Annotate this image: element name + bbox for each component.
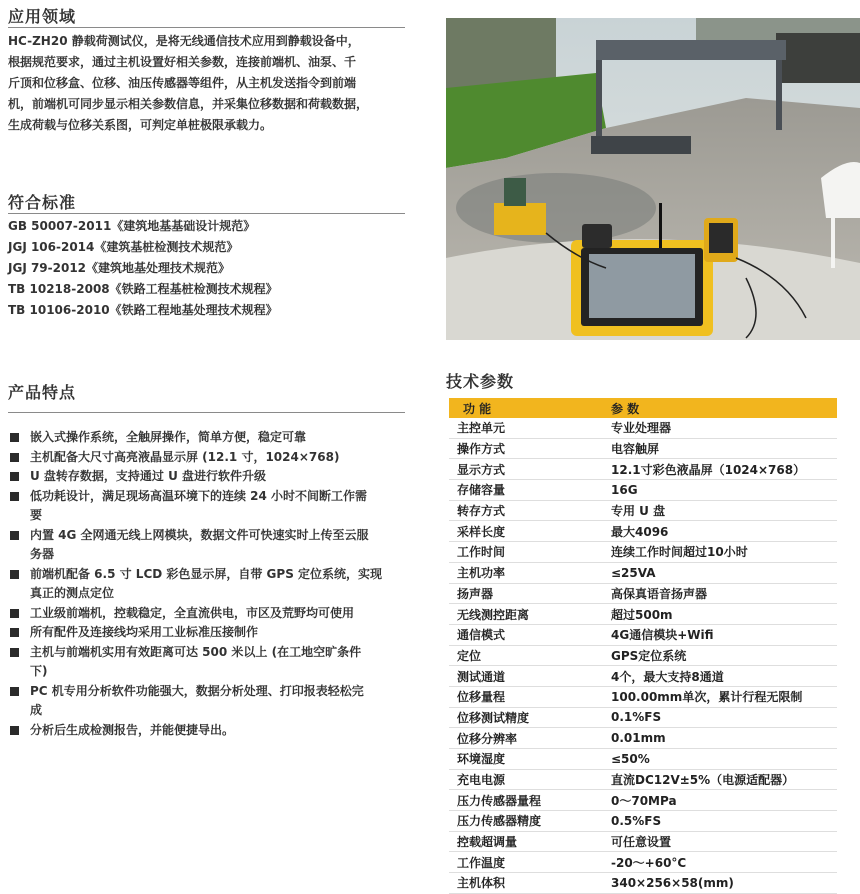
specs-row <box>449 769 837 790</box>
feature-text-cont: 真正的测点定位 <box>30 586 115 600</box>
spec-function: 主控单元 <box>449 418 603 438</box>
application-line: 斤顶和位移盒、位移、油压传感器等组件，从主机发送指令到前端 <box>8 76 357 90</box>
application-line: 机，前端机可同步显示相关参数信息，并采集位移数据和荷载数据， <box>8 97 369 111</box>
spec-value: 专用 U 盘 <box>603 500 837 521</box>
application-text <box>8 31 418 136</box>
spec-function: 环境湿度 <box>449 749 603 770</box>
feature-text: 内置 4G 全网通无线上网模块，数据文件可快速实时上传至云服 <box>30 527 369 542</box>
spec-function: 位移测试精度 <box>449 707 603 728</box>
spec-value: 超过500m <box>603 604 837 625</box>
feature-text: 前端机配备 6.5 寸 LCD 彩色显示屏，自带 GPS 定位系统，实现 <box>30 566 383 581</box>
spec-value: ≤50% <box>603 749 837 770</box>
spec-function: 操作方式 <box>449 438 603 459</box>
feature-item <box>8 604 408 624</box>
spec-value: 0.1%FS <box>603 707 837 728</box>
feature-item <box>8 487 408 526</box>
spec-function: 通信模式 <box>449 624 603 645</box>
spec-value: 直流DC12V±5%（电源适配器） <box>603 769 837 790</box>
standard-item: TB 10218-2008《铁路工程基桩检测技术规程》 <box>8 282 278 296</box>
specs-row <box>449 480 837 501</box>
specs-row <box>449 666 837 687</box>
spec-value: 电容触屏 <box>603 438 837 459</box>
feature-text: U 盘转存数据，支持通过 U 盘进行软件升级 <box>30 469 267 483</box>
bullet-square-icon <box>10 628 19 637</box>
spec-value: 专业处理器 <box>603 418 837 438</box>
specs-row <box>449 686 837 707</box>
feature-item <box>8 448 408 468</box>
specs-row <box>449 728 837 749</box>
spec-value: 340×256×58(mm) <box>603 873 837 894</box>
feature-item <box>8 721 408 741</box>
bullet-square-icon <box>10 472 19 481</box>
field-photo-illustration <box>446 18 860 340</box>
specs-header-function: 功 能 <box>449 398 603 418</box>
bullet-square-icon <box>10 609 19 618</box>
feature-text: 主机配备大尺寸高亮液晶显示屏 (12.1 寸，1024×768) <box>30 449 340 464</box>
standard-item: JGJ 79-2012《建筑地基处理技术规范》 <box>8 261 231 275</box>
specs-row <box>449 790 837 811</box>
specs-row <box>449 418 837 438</box>
spec-value: 16G <box>603 480 837 501</box>
bullet-square-icon <box>10 687 19 696</box>
feature-item <box>8 428 408 448</box>
specs-row <box>449 707 837 728</box>
spec-value: -20～+60°C <box>603 852 837 873</box>
feature-text-cont: 务器 <box>30 547 55 561</box>
feature-item <box>8 682 408 721</box>
specs-row <box>449 604 837 625</box>
feature-text-cont: 下) <box>30 664 48 678</box>
standards-heading: 符合标准 <box>8 193 77 212</box>
specs-row <box>449 562 837 583</box>
standards-rule <box>8 213 405 214</box>
features-heading: 产品特点 <box>8 383 77 402</box>
spec-function: 显示方式 <box>449 459 603 480</box>
feature-text: PC 机专用分析软件功能强大，数据分析处理、打印报表轻松完 <box>30 683 364 698</box>
spec-value: 4G通信模块+Wifi <box>603 624 837 645</box>
bullet-square-icon <box>10 492 19 501</box>
specs-row <box>449 459 837 480</box>
spec-function: 工作时间 <box>449 542 603 563</box>
bullet-square-icon <box>10 570 19 579</box>
feature-text: 所有配件及连接线均采用工业标准压接制作 <box>30 625 259 639</box>
application-line: HC-ZH20 静载荷测试仪，是将无线通信技术应用到静载设备中， <box>8 34 360 48</box>
specs-row <box>449 873 837 894</box>
standard-item: TB 10106-2010《铁路工程地基处理技术规程》 <box>8 303 278 317</box>
spec-function: 主机体积 <box>449 873 603 894</box>
feature-item <box>8 526 408 565</box>
spec-value: 连续工作时间超过10小时 <box>603 542 837 563</box>
spec-value: 0.01mm <box>603 728 837 749</box>
spec-value: 4个，最大支持8通道 <box>603 666 837 687</box>
application-rule <box>8 27 405 28</box>
specs-row <box>449 811 837 832</box>
spec-value: GPS定位系统 <box>603 645 837 666</box>
spec-value: 最大4096 <box>603 521 837 542</box>
bullet-square-icon <box>10 648 19 657</box>
standard-item: JGJ 106-2014《建筑基桩检测技术规范》 <box>8 240 239 254</box>
spec-function: 转存方式 <box>449 500 603 521</box>
feature-item <box>8 623 408 643</box>
spec-function: 压力传感器精度 <box>449 811 603 832</box>
spec-function: 存储容量 <box>449 480 603 501</box>
specs-row <box>449 583 837 604</box>
spec-value: 0.5%FS <box>603 811 837 832</box>
standard-item: GB 50007-2011《建筑地基基础设计规范》 <box>8 219 256 233</box>
spec-function: 控载超调量 <box>449 831 603 852</box>
specs-row <box>449 521 837 542</box>
specs-header-parameter: 参 数 <box>603 398 837 418</box>
spec-function: 测试通道 <box>449 666 603 687</box>
feature-item <box>8 467 408 487</box>
specs-heading: 技术参数 <box>446 372 515 391</box>
feature-text-cont: 成 <box>30 703 43 717</box>
spec-function: 位移量程 <box>449 686 603 707</box>
feature-text-cont: 要 <box>30 508 43 522</box>
spec-function: 扬声器 <box>449 583 603 604</box>
bullet-square-icon <box>10 453 19 462</box>
features-list <box>8 428 408 740</box>
spec-value: 0～70MPa <box>603 790 837 811</box>
spec-value: ≤25VA <box>603 562 837 583</box>
spec-function: 位移分辨率 <box>449 728 603 749</box>
spec-function: 定位 <box>449 645 603 666</box>
specs-row <box>449 624 837 645</box>
bullet-square-icon <box>10 531 19 540</box>
spec-function: 充电电源 <box>449 769 603 790</box>
feature-text: 低功耗设计，满足现场高温环境下的连续 24 小时不间断工作需 <box>30 488 368 503</box>
features-rule <box>8 412 405 413</box>
spec-function: 工作温度 <box>449 852 603 873</box>
application-heading: 应用领域 <box>8 7 77 26</box>
feature-text: 主机与前端机实用有效距离可达 500 米以上 (在工地空旷条件 <box>30 644 362 659</box>
specs-table <box>449 398 837 894</box>
feature-item <box>8 565 408 604</box>
spec-value: 高保真语音扬声器 <box>603 583 837 604</box>
standards-list <box>8 216 278 321</box>
specs-header-row <box>449 398 837 418</box>
specs-row <box>449 500 837 521</box>
specs-row <box>449 852 837 873</box>
specs-row <box>449 438 837 459</box>
specs-row <box>449 749 837 770</box>
spec-function: 压力传感器量程 <box>449 790 603 811</box>
application-line: 根据规范要求，通过主机设置好相关参数，连接前端机、油泵、千 <box>8 55 357 69</box>
feature-text: 分析后生成检测报告，并能便捷导出。 <box>30 722 235 737</box>
spec-value: 100.00mm单次，累计行程无限制 <box>603 686 837 707</box>
application-line: 生成荷载与位移关系图，可判定单桩极限承载力。 <box>8 118 273 132</box>
spec-function: 主机功率 <box>449 562 603 583</box>
spec-function: 采样长度 <box>449 521 603 542</box>
specs-row <box>449 645 837 666</box>
bullet-square-icon <box>10 433 19 442</box>
spec-value: 12.1寸彩色液晶屏（1024×768） <box>603 459 837 480</box>
field-photo <box>446 18 860 340</box>
bullet-square-icon <box>10 726 19 735</box>
spec-function: 无线测控距离 <box>449 604 603 625</box>
specs-row <box>449 542 837 563</box>
feature-text: 工业级前端机，控载稳定，全直流供电，市区及荒野均可使用 <box>30 605 355 620</box>
specs-row <box>449 831 837 852</box>
feature-text: 嵌入式操作系统，全触屏操作，简单方便，稳定可靠 <box>30 430 307 444</box>
feature-item <box>8 643 408 682</box>
spec-value: 可任意设置 <box>603 831 837 852</box>
